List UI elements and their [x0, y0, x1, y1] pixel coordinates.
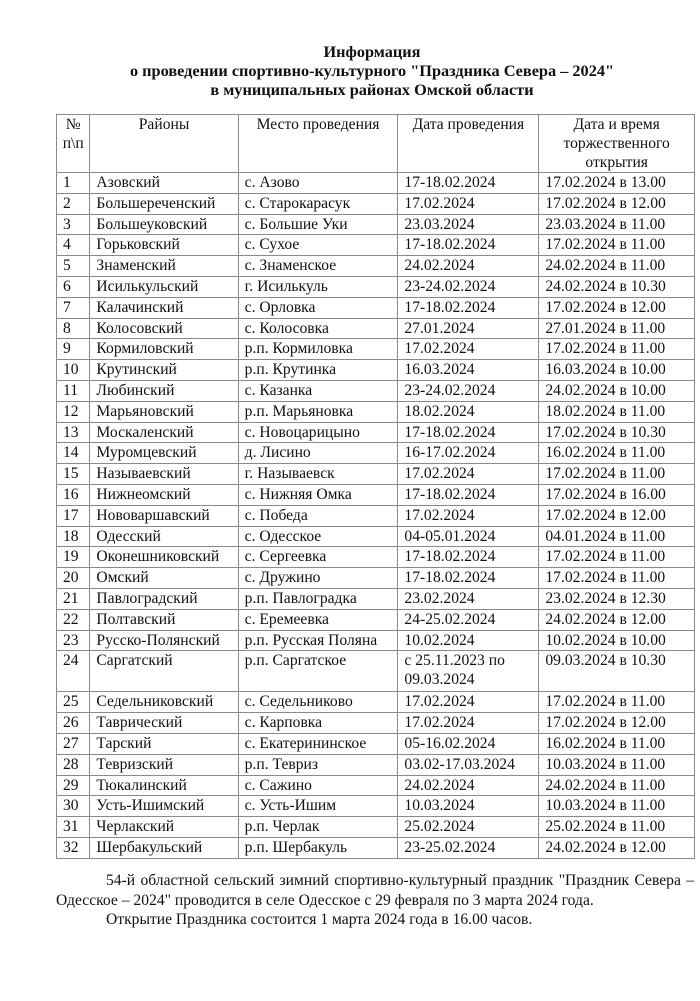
cell-district: Кормиловский [90, 339, 238, 360]
cell-place: г. Называевск [238, 464, 398, 485]
cell-date: 03.02-17.03.2024 [398, 754, 539, 775]
cell-date: 16-17.02.2024 [398, 443, 539, 464]
cell-district: Знаменский [90, 256, 238, 277]
title-line-2: о проведении спортивно-культурного "Праздника Севера – 2024" [129, 61, 615, 80]
cell-date: 17.02.2024 [398, 339, 539, 360]
cell-place: с. Карповка [238, 713, 398, 734]
cell-district: Калачинский [90, 297, 238, 318]
cell-num: 8 [57, 318, 90, 339]
cell-place: с. Еремеевка [238, 609, 398, 630]
cell-district: Марьяновский [90, 401, 238, 422]
table-row [57, 401, 695, 422]
cell-num: 1 [57, 173, 90, 194]
cell-opening: 17.02.2024 в 10.30 [539, 422, 695, 443]
cell-place: д. Лисино [238, 443, 398, 464]
cell-num: 24 [57, 651, 90, 692]
cell-place: с. Сергеевка [238, 547, 398, 568]
cell-opening: 17.02.2024 в 16.00 [539, 484, 695, 505]
footer-paragraph-2: Открытие Праздника состоится 1 марта 2024 года в 16.00 часов. [106, 911, 533, 928]
cell-num: 17 [57, 505, 90, 526]
cell-num: 2 [57, 193, 90, 214]
table-row [57, 588, 695, 609]
cell-opening: 17.02.2024 в 11.00 [539, 568, 695, 589]
cell-date: 17.02.2024 [398, 464, 539, 485]
cell-num: 30 [57, 796, 90, 817]
cell-date: 17-18.02.2024 [398, 173, 539, 194]
table-row [57, 339, 695, 360]
cell-opening: 17.02.2024 в 12.00 [539, 297, 695, 318]
table-row [57, 630, 695, 651]
cell-opening: 24.02.2024 в 12.00 [539, 609, 695, 630]
cell-opening: 10.03.2024 в 11.00 [539, 796, 695, 817]
cell-num: 19 [57, 547, 90, 568]
cell-district: Тевризский [90, 754, 238, 775]
cell-place: с. Победа [238, 505, 398, 526]
cell-num: 26 [57, 713, 90, 734]
cell-num: 23 [57, 630, 90, 651]
cell-num: 4 [57, 235, 90, 256]
header-opening: Дата и время торжественного открытия [539, 115, 695, 173]
table-row [57, 692, 695, 713]
table-row [57, 276, 695, 297]
cell-date: 23-24.02.2024 [398, 276, 539, 297]
table-row [57, 754, 695, 775]
table-row [57, 214, 695, 235]
cell-opening: 17.02.2024 в 11.00 [539, 547, 695, 568]
cell-district: Горьковский [90, 235, 238, 256]
cell-num: 27 [57, 733, 90, 754]
table-row [57, 484, 695, 505]
cell-num: 31 [57, 817, 90, 838]
cell-date: 04-05.01.2024 [398, 526, 539, 547]
cell-opening: 27.01.2024 в 11.00 [539, 318, 695, 339]
cell-date: 23-24.02.2024 [398, 380, 539, 401]
cell-place: с. Сажино [238, 775, 398, 796]
table-row [57, 173, 695, 194]
cell-opening: 17.02.2024 в 11.00 [539, 692, 695, 713]
header-num: № п\п [57, 115, 90, 173]
cell-opening: 18.02.2024 в 11.00 [539, 401, 695, 422]
cell-date: 18.02.2024 [398, 401, 539, 422]
header-district: Районы [90, 115, 238, 173]
cell-place: с. Орловка [238, 297, 398, 318]
cell-place: с. Седельниково [238, 692, 398, 713]
cell-district: Тарский [90, 733, 238, 754]
cell-date: 25.02.2024 [398, 817, 539, 838]
cell-num: 9 [57, 339, 90, 360]
cell-district: Одесский [90, 526, 238, 547]
cell-district: Нововаршавский [90, 505, 238, 526]
table-row [57, 422, 695, 443]
cell-num: 13 [57, 422, 90, 443]
cell-district: Крутинский [90, 360, 238, 381]
header-place: Место проведения [238, 115, 398, 173]
cell-num: 11 [57, 380, 90, 401]
table-row [57, 360, 695, 381]
table-row [57, 733, 695, 754]
cell-date: 10.03.2024 [398, 796, 539, 817]
cell-place: с. Колосовка [238, 318, 398, 339]
cell-place: р.п. Марьяновка [238, 401, 398, 422]
cell-place: р.п. Саргатское [238, 651, 398, 692]
table-row [57, 256, 695, 277]
cell-num: 6 [57, 276, 90, 297]
title-line-1: Информация [323, 42, 421, 61]
cell-place: с. Азово [238, 173, 398, 194]
cell-opening: 24.02.2024 в 11.00 [539, 775, 695, 796]
cell-num: 20 [57, 568, 90, 589]
header-date: Дата проведения [398, 115, 539, 173]
table-row [57, 568, 695, 589]
cell-district: Черлакский [90, 817, 238, 838]
events-table [56, 114, 695, 859]
cell-num: 18 [57, 526, 90, 547]
cell-district: Омский [90, 568, 238, 589]
table-row [57, 713, 695, 734]
cell-district: Большереченский [90, 193, 238, 214]
cell-opening: 17.02.2024 в 12.00 [539, 713, 695, 734]
cell-place: р.п. Тевриз [238, 754, 398, 775]
cell-district: Оконешниковский [90, 547, 238, 568]
cell-opening: 17.02.2024 в 11.00 [539, 339, 695, 360]
cell-date: 24.02.2024 [398, 256, 539, 277]
cell-district: Исилькульский [90, 276, 238, 297]
cell-opening: 17.02.2024 в 13.00 [539, 173, 695, 194]
cell-district: Тюкалинский [90, 775, 238, 796]
cell-district: Шербакульский [90, 837, 238, 858]
table-row [57, 235, 695, 256]
cell-place: р.п. Русская Поляна [238, 630, 398, 651]
cell-date: 16.03.2024 [398, 360, 539, 381]
cell-place: с. Новоцарицыно [238, 422, 398, 443]
cell-district: Усть-Ишимский [90, 796, 238, 817]
cell-opening: 25.02.2024 в 11.00 [539, 817, 695, 838]
cell-opening: 10.03.2024 в 11.00 [539, 754, 695, 775]
cell-date: 17.02.2024 [398, 193, 539, 214]
cell-place: с. Большие Уки [238, 214, 398, 235]
cell-district: Большеуковский [90, 214, 238, 235]
document-title [0, 42, 700, 99]
cell-opening: 10.02.2024 в 10.00 [539, 630, 695, 651]
cell-place: г. Исилькуль [238, 276, 398, 297]
cell-district: Таврический [90, 713, 238, 734]
cell-num: 10 [57, 360, 90, 381]
cell-opening: 17.02.2024 в 11.00 [539, 235, 695, 256]
cell-date: 17-18.02.2024 [398, 235, 539, 256]
cell-district: Азовский [90, 173, 238, 194]
cell-district: Полтавский [90, 609, 238, 630]
cell-num: 29 [57, 775, 90, 796]
cell-opening: 17.02.2024 в 12.00 [539, 505, 695, 526]
cell-date: 23.02.2024 [398, 588, 539, 609]
cell-num: 5 [57, 256, 90, 277]
table-row [57, 318, 695, 339]
cell-district: Колосовский [90, 318, 238, 339]
cell-num: 15 [57, 464, 90, 485]
table-row [57, 380, 695, 401]
cell-district: Любинский [90, 380, 238, 401]
cell-num: 32 [57, 837, 90, 858]
table-row [57, 609, 695, 630]
cell-place: с. Нижняя Омка [238, 484, 398, 505]
cell-place: р.п. Кормиловка [238, 339, 398, 360]
cell-num: 21 [57, 588, 90, 609]
cell-opening: 24.02.2024 в 10.30 [539, 276, 695, 297]
cell-district: Нижнеомский [90, 484, 238, 505]
cell-opening: 09.03.2024 в 10.30 [539, 651, 695, 692]
cell-num: 22 [57, 609, 90, 630]
cell-place: р.п. Шербакуль [238, 837, 398, 858]
table-row [57, 547, 695, 568]
table-row [57, 297, 695, 318]
cell-place: с. Сухое [238, 235, 398, 256]
cell-opening: 23.03.2024 в 11.00 [539, 214, 695, 235]
cell-date: с 25.11.2023 по 09.03.2024 [398, 651, 539, 692]
cell-date: 17-18.02.2024 [398, 422, 539, 443]
cell-num: 3 [57, 214, 90, 235]
cell-place: с. Екатерининское [238, 733, 398, 754]
cell-opening: 24.02.2024 в 12.00 [539, 837, 695, 858]
cell-opening: 24.02.2024 в 10.00 [539, 380, 695, 401]
cell-opening: 23.02.2024 в 12.30 [539, 588, 695, 609]
table-row [57, 837, 695, 858]
cell-place: с. Дружино [238, 568, 398, 589]
cell-num: 14 [57, 443, 90, 464]
cell-district: Седельниковский [90, 692, 238, 713]
table-header-row [57, 115, 695, 173]
cell-date: 17-18.02.2024 [398, 568, 539, 589]
cell-place: р.п. Крутинка [238, 360, 398, 381]
cell-num: 16 [57, 484, 90, 505]
cell-opening: 16.03.2024 в 10.00 [539, 360, 695, 381]
cell-date: 17-18.02.2024 [398, 484, 539, 505]
cell-num: 25 [57, 692, 90, 713]
cell-date: 24.02.2024 [398, 775, 539, 796]
cell-opening: 04.01.2024 в 11.00 [539, 526, 695, 547]
cell-district: Павлоградский [90, 588, 238, 609]
footer-text [56, 871, 694, 930]
table-row [57, 193, 695, 214]
cell-date: 17-18.02.2024 [398, 297, 539, 318]
cell-place: с. Старокарасук [238, 193, 398, 214]
table-row [57, 651, 695, 692]
table-row [57, 505, 695, 526]
cell-district: Русско-Полянский [90, 630, 238, 651]
cell-district: Называевский [90, 464, 238, 485]
cell-place: р.п. Павлоградка [238, 588, 398, 609]
cell-date: 23.03.2024 [398, 214, 539, 235]
table-row [57, 464, 695, 485]
cell-date: 27.01.2024 [398, 318, 539, 339]
table-row [57, 526, 695, 547]
cell-place: р.п. Черлак [238, 817, 398, 838]
cell-date: 17-18.02.2024 [398, 547, 539, 568]
cell-date: 23-25.02.2024 [398, 837, 539, 858]
cell-opening: 17.02.2024 в 11.00 [539, 464, 695, 485]
table-row [57, 817, 695, 838]
table-row [57, 443, 695, 464]
cell-num: 7 [57, 297, 90, 318]
cell-place: с. Одесское [238, 526, 398, 547]
cell-date: 17.02.2024 [398, 692, 539, 713]
cell-date: 17.02.2024 [398, 713, 539, 734]
cell-date: 24-25.02.2024 [398, 609, 539, 630]
cell-place: с. Усть-Ишим [238, 796, 398, 817]
cell-place: с. Знаменское [238, 256, 398, 277]
cell-date: 05-16.02.2024 [398, 733, 539, 754]
cell-opening: 16.02.2024 в 11.00 [539, 443, 695, 464]
cell-district: Москаленский [90, 422, 238, 443]
cell-num: 28 [57, 754, 90, 775]
cell-date: 10.02.2024 [398, 630, 539, 651]
cell-district: Муромцевский [90, 443, 238, 464]
cell-num: 12 [57, 401, 90, 422]
cell-opening: 24.02.2024 в 11.00 [539, 256, 695, 277]
cell-district: Саргатский [90, 651, 238, 692]
cell-opening: 17.02.2024 в 12.00 [539, 193, 695, 214]
cell-opening: 16.02.2024 в 11.00 [539, 733, 695, 754]
footer-paragraph-1: 54-й областной сельский зимний спортивно-культурный праздник "Праздник Севера – Одесское – 2024" проводится в селе Одесское с 29 февраля по 3 марта 2024 года. [56, 872, 694, 909]
cell-date: 17.02.2024 [398, 505, 539, 526]
cell-place: с. Казанка [238, 380, 398, 401]
title-line-3: в муниципальных районах Омской области [210, 80, 534, 99]
table-row [57, 796, 695, 817]
table-row [57, 775, 695, 796]
